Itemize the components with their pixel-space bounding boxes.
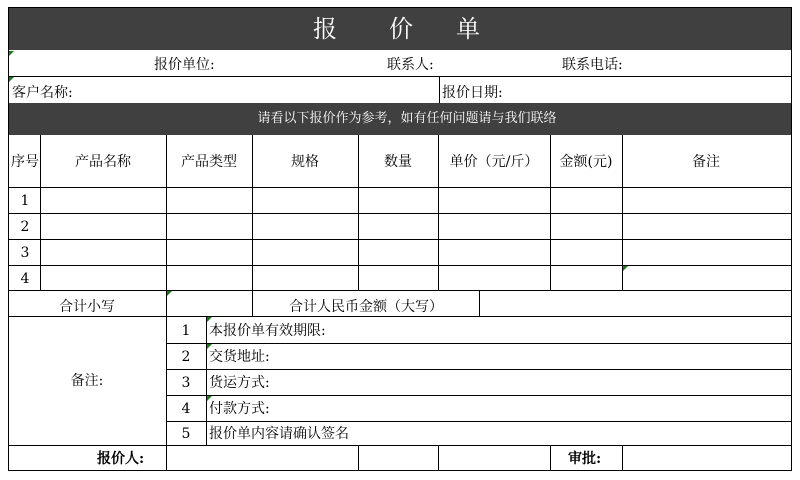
customer-label: 客户名称: — [12, 85, 73, 101]
date-label: 报价日期: — [442, 85, 503, 101]
remark-num-1: 1 — [181, 323, 191, 339]
comment-marker — [167, 291, 172, 296]
quote-unit-label: 报价单位: — [154, 57, 215, 73]
approval-label: 审批: — [568, 451, 602, 467]
phone-label: 联系电话: — [562, 57, 623, 73]
col-header-amount: 金额(元) — [559, 154, 613, 170]
row-number-2: 2 — [20, 219, 30, 235]
col-header-product-type: 产品类型 — [181, 154, 237, 170]
remark-text-3: 货运方式: — [209, 375, 270, 391]
title-char-2: 价 — [389, 15, 415, 43]
remark-num-3: 3 — [181, 375, 191, 391]
comment-marker — [207, 344, 212, 349]
comment-marker — [207, 396, 212, 401]
quotation-form — [8, 7, 792, 471]
title-char-3: 单 — [456, 15, 482, 43]
row-number-3: 3 — [20, 245, 30, 261]
col-header-unit-price: 单价（元/斤） — [449, 154, 539, 170]
notice-text: 请看以下报价作为参考，如有任何问题请与我们联络 — [257, 111, 557, 126]
comment-marker — [9, 51, 14, 56]
col-header-product-name: 产品名称 — [75, 154, 131, 170]
col-header-qty: 数量 — [384, 154, 412, 170]
remark-num-4: 4 — [181, 401, 191, 417]
remark-num-2: 2 — [181, 349, 191, 365]
col-header-no: 序号 — [11, 154, 39, 170]
row-number-4: 4 — [20, 271, 30, 287]
comment-marker — [9, 77, 14, 82]
contact-label: 联系人: — [387, 57, 434, 73]
remarks-label: 备注: — [70, 373, 104, 389]
remark-text-4: 付款方式: — [209, 401, 270, 417]
total-small-label: 合计小写 — [59, 299, 115, 315]
comment-marker — [623, 266, 628, 271]
col-header-spec: 规格 — [291, 154, 319, 170]
col-header-remark: 备注 — [692, 154, 720, 170]
total-big-label: 合计人民币金额（大写） — [289, 299, 443, 315]
remark-num-5: 5 — [181, 426, 191, 442]
remark-text-5: 报价单内容请确认签名 — [209, 426, 349, 442]
quoter-label: 报价人: — [97, 451, 145, 467]
remark-text-2: 交货地址: — [209, 349, 270, 365]
comment-marker — [207, 317, 212, 322]
remark-text-1: 本报价单有效期限: — [209, 323, 326, 339]
row-number-1: 1 — [20, 193, 30, 209]
title-char-1: 报 — [313, 15, 339, 43]
